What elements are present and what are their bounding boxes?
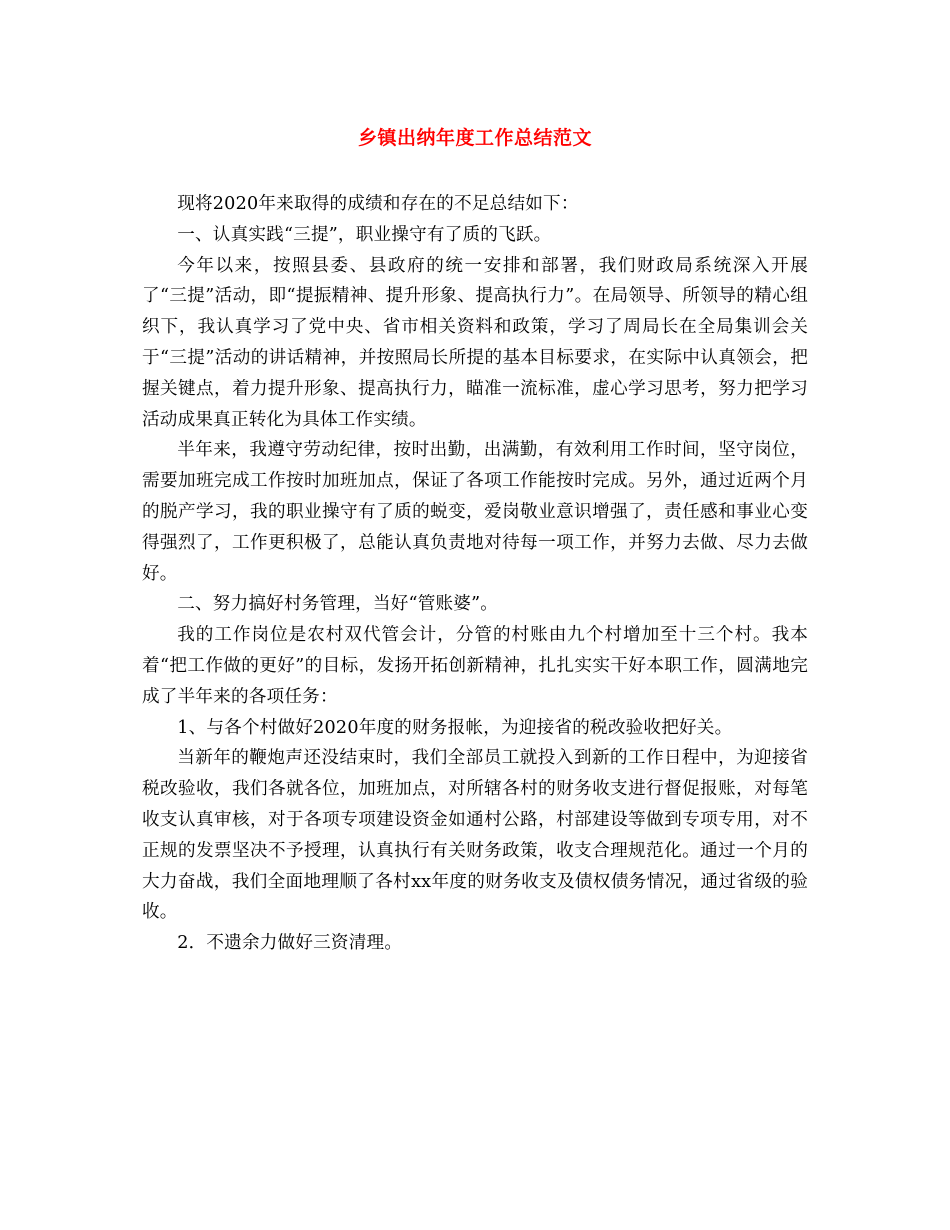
document-title: 乡镇出纳年度工作总结范文 [357, 127, 592, 149]
paragraph: 今年以来，按照县委、县政府的统一安排和部署，我们财政局系统深入开展了“三提”活动，即“提振精神、提升形象、提高执行力”。在局领导、所领导的精心组织下，我认真学习了党中央、省市相关资料和政策，学习了周局长在全局集训会关于“三提”活动的讲话精神，并按照局长所提的基本目标要求，在实际中认真领会，把握关键点，着力提升形象、提高执行力，瞄准一流标准，虚心学习思考，努力把学习活动成果真正转化为具体工作实绩。 [142, 255, 808, 430]
paragraph: 半年来，我遵守劳动纪律，按时出勤，出满勤，有效利用工作时间，坚守岗位，需要加班完成工作按时加班加点，保证了各项工作能按时完成。另外，通过近两个月的脱产学习，我的职业操守有了质的蜕变，爱岗敬业意识增强了，责任感和事业心变得强烈了，工作更积极了，总能认真负责地对待每一项工作，并努力去做、尽力去做好。 [142, 440, 808, 584]
subsection-heading: 2．不遗余力做好三资清理。 [177, 933, 403, 954]
paragraph: 现将2020年来取得的成绩和存在的不足总结如下： [177, 194, 579, 214]
section-heading: 二、努力搞好村务管理，当好“管账婆”。 [177, 594, 499, 615]
paragraph: 我的工作岗位是农村双代管会计，分管的村账由九个村增加至十三个村。我本着“把工作做的更好”的目标，发扬开拓创新精神，扎扎实实干好本职工作，圆满地完成了半年来的各项任务： [142, 625, 808, 707]
paragraph: 当新年的鞭炮声还没结束时，我们全部员工就投入到新的工作日程中，为迎接省税改验收，我们各就各位，加班加点，对所辖各村的财务收支进行督促报账，对每笔收支认真审核，对于各项专项建设资金如通村公路，村部建设等做到专项专用，对不正规的发票坚决不予授理，认真执行有关财务政策，收支合理规范化。通过一个月的大力奋战，我们全面地理顺了各村xx年度的财务收支及债权债务情况，通过省级的验收。 [142, 748, 808, 923]
subsection-heading: 1、与各个村做好2020年度的财务报帐，为迎接省的税改验收把好关。 [177, 717, 733, 738]
section-heading: 一、认真实践“三提”，职业操守有了质的飞跃。 [177, 224, 552, 245]
document-body [142, 189, 808, 959]
